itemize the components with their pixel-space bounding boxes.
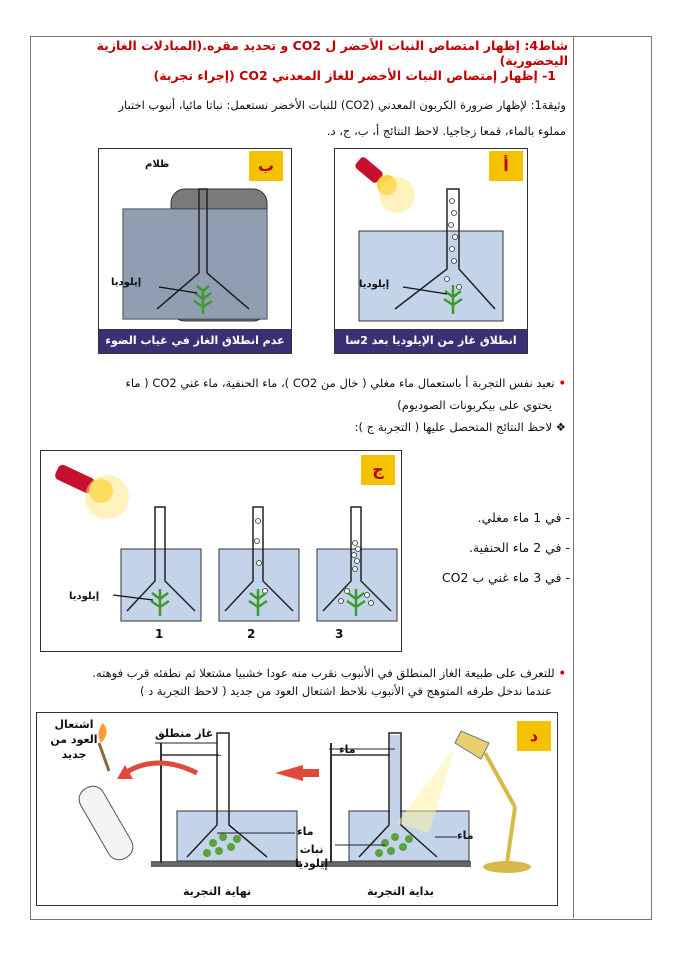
beaker-1 — [121, 507, 201, 621]
side-item-3: - في 3 ماء غني ب CO2 — [441, 570, 570, 585]
panel-d-diagram — [37, 713, 557, 905]
plant-line-2: إيلوديا — [295, 857, 329, 870]
panel-b — [98, 148, 292, 354]
panel-a-caption: انطلاق غاز من الإيلوديا بعد 2سا — [335, 329, 527, 353]
side-item-2-text: في 2 ماء الحنفية. — [468, 540, 562, 555]
document-line-1: وثيقة1: لإظهار ضرورة الكربون المعدني (CO2) للنبات الأخضر نستعمل: نباتا مائيا، أنبوب اختبار — [118, 98, 566, 112]
bullet-3-line-2: عندما ندخل طرفه المتوهج في الأنبوب نلاحظ اشتعال العود من جديد ( لاحظ التجربة د ) — [140, 684, 552, 698]
beaker-3 — [317, 507, 397, 621]
activity-subtitle: 1- إظهار إمتصاص النبات الأخضر للغاز المعدني CO2 (إجراء تجربة) — [153, 68, 556, 83]
panel-a-plant-label: إيلوديا — [359, 279, 390, 290]
flashlight-icon — [354, 156, 415, 213]
panel-c-diagram — [41, 451, 401, 651]
panel-b-tag: ب — [249, 151, 283, 181]
flashlight-icon — [53, 463, 129, 519]
bullet-1-cont: يحتوي على بيكربونات الصوديوم) — [397, 398, 552, 412]
bullet-3: • للتعرف على طبيعة الغاز المنطلق في الأنبوب نقرب منه عودا خشبيا مشتعلا ثم نطفئه قرب فوهته. عندما ندخل طرفه المتوهج في الأنبوب نلاحظ اشتعال العود من جديد ( لاحظ التجربة د ) — [36, 664, 566, 700]
relit-line-3: جديد — [61, 748, 87, 761]
bullet-2: ❖ لاحظ النتائج المتحصل عليها ( التجربة ج ): — [354, 420, 566, 434]
document-line-2: مملوء بالماء، قمعا زجاجيا. لاحظ النتائج أ، ب، ج، د. — [326, 124, 566, 138]
beaker-2 — [219, 507, 299, 621]
panel-a-tag: أ — [489, 151, 523, 181]
panel-d-tag: د — [517, 721, 551, 751]
side-item-3-text: في 3 ماء غني ب CO2 — [441, 570, 562, 585]
relit-line-2: العود من — [50, 733, 98, 746]
activity-title: شاط4: إظهار امتصاص النبات الأخضر ل CO2 و تحديد مقره.(المبادلات الغازية اليخضورية) — [96, 38, 568, 68]
panel-c-tag: ج — [361, 455, 395, 485]
panel-a — [334, 148, 528, 354]
panel-d — [36, 712, 558, 906]
tube-number-2: 2 — [247, 627, 256, 641]
water-label-start-2: ماء — [457, 829, 474, 842]
bullet-3-line-1: للتعرف على طبيعة الغاز المنطلق في الأنبوب نقرب منه عودا خشبيا مشتعلا ثم نطفئه قرب فوهته. — [92, 666, 555, 680]
bullet-1-line-1: نعيد نفس التجربة أ باستعمال ماء مغلي ( خال من CO2 )، ماء الحنفية، ماء غني CO2 ( ماء — [125, 376, 555, 390]
dark-label: ظلام — [145, 159, 170, 170]
side-item-1: - في 1 ماء مغلي. — [477, 510, 570, 525]
end-label: نهاية التجربة — [183, 885, 252, 898]
bullet-2-text: لاحظ النتائج المتحصل عليها ( التجربة ج ): — [354, 420, 553, 434]
transition-arrow-icon — [275, 765, 303, 781]
start-label: بداية التجربة — [367, 885, 434, 898]
tube-number-3: 3 — [335, 627, 344, 641]
panel-b-caption: عدم انطلاق الغاز في غياب الضوء — [99, 329, 291, 353]
side-item-1-text: في 1 ماء مغلي. — [477, 510, 562, 525]
document-description — [36, 92, 566, 144]
water-label-end: ماء — [297, 825, 314, 838]
panel-c — [40, 450, 402, 652]
panel-c-plant-label: إيلوديا — [69, 591, 100, 602]
plant-line-1: نبات — [299, 843, 324, 856]
water-label-start: ماء — [339, 743, 356, 756]
side-item-2: - في 2 ماء الحنفية. — [468, 540, 570, 555]
tube-number-1: 1 — [155, 627, 164, 641]
relit-label — [43, 717, 105, 762]
plant-label — [295, 843, 328, 871]
bullets-block — [36, 372, 566, 438]
released-gas-label: غاز منطلق — [155, 727, 214, 740]
column-divider — [573, 36, 574, 918]
panel-b-plant-label: إيلوديا — [111, 277, 142, 288]
bullet-1: • نعيد نفس التجربة أ باستعمال ماء مغلي ( خال من CO2 )، ماء الحنفية، ماء غني CO2 ( ماء — [125, 376, 566, 390]
relit-line-1: اشتعال — [54, 718, 94, 731]
